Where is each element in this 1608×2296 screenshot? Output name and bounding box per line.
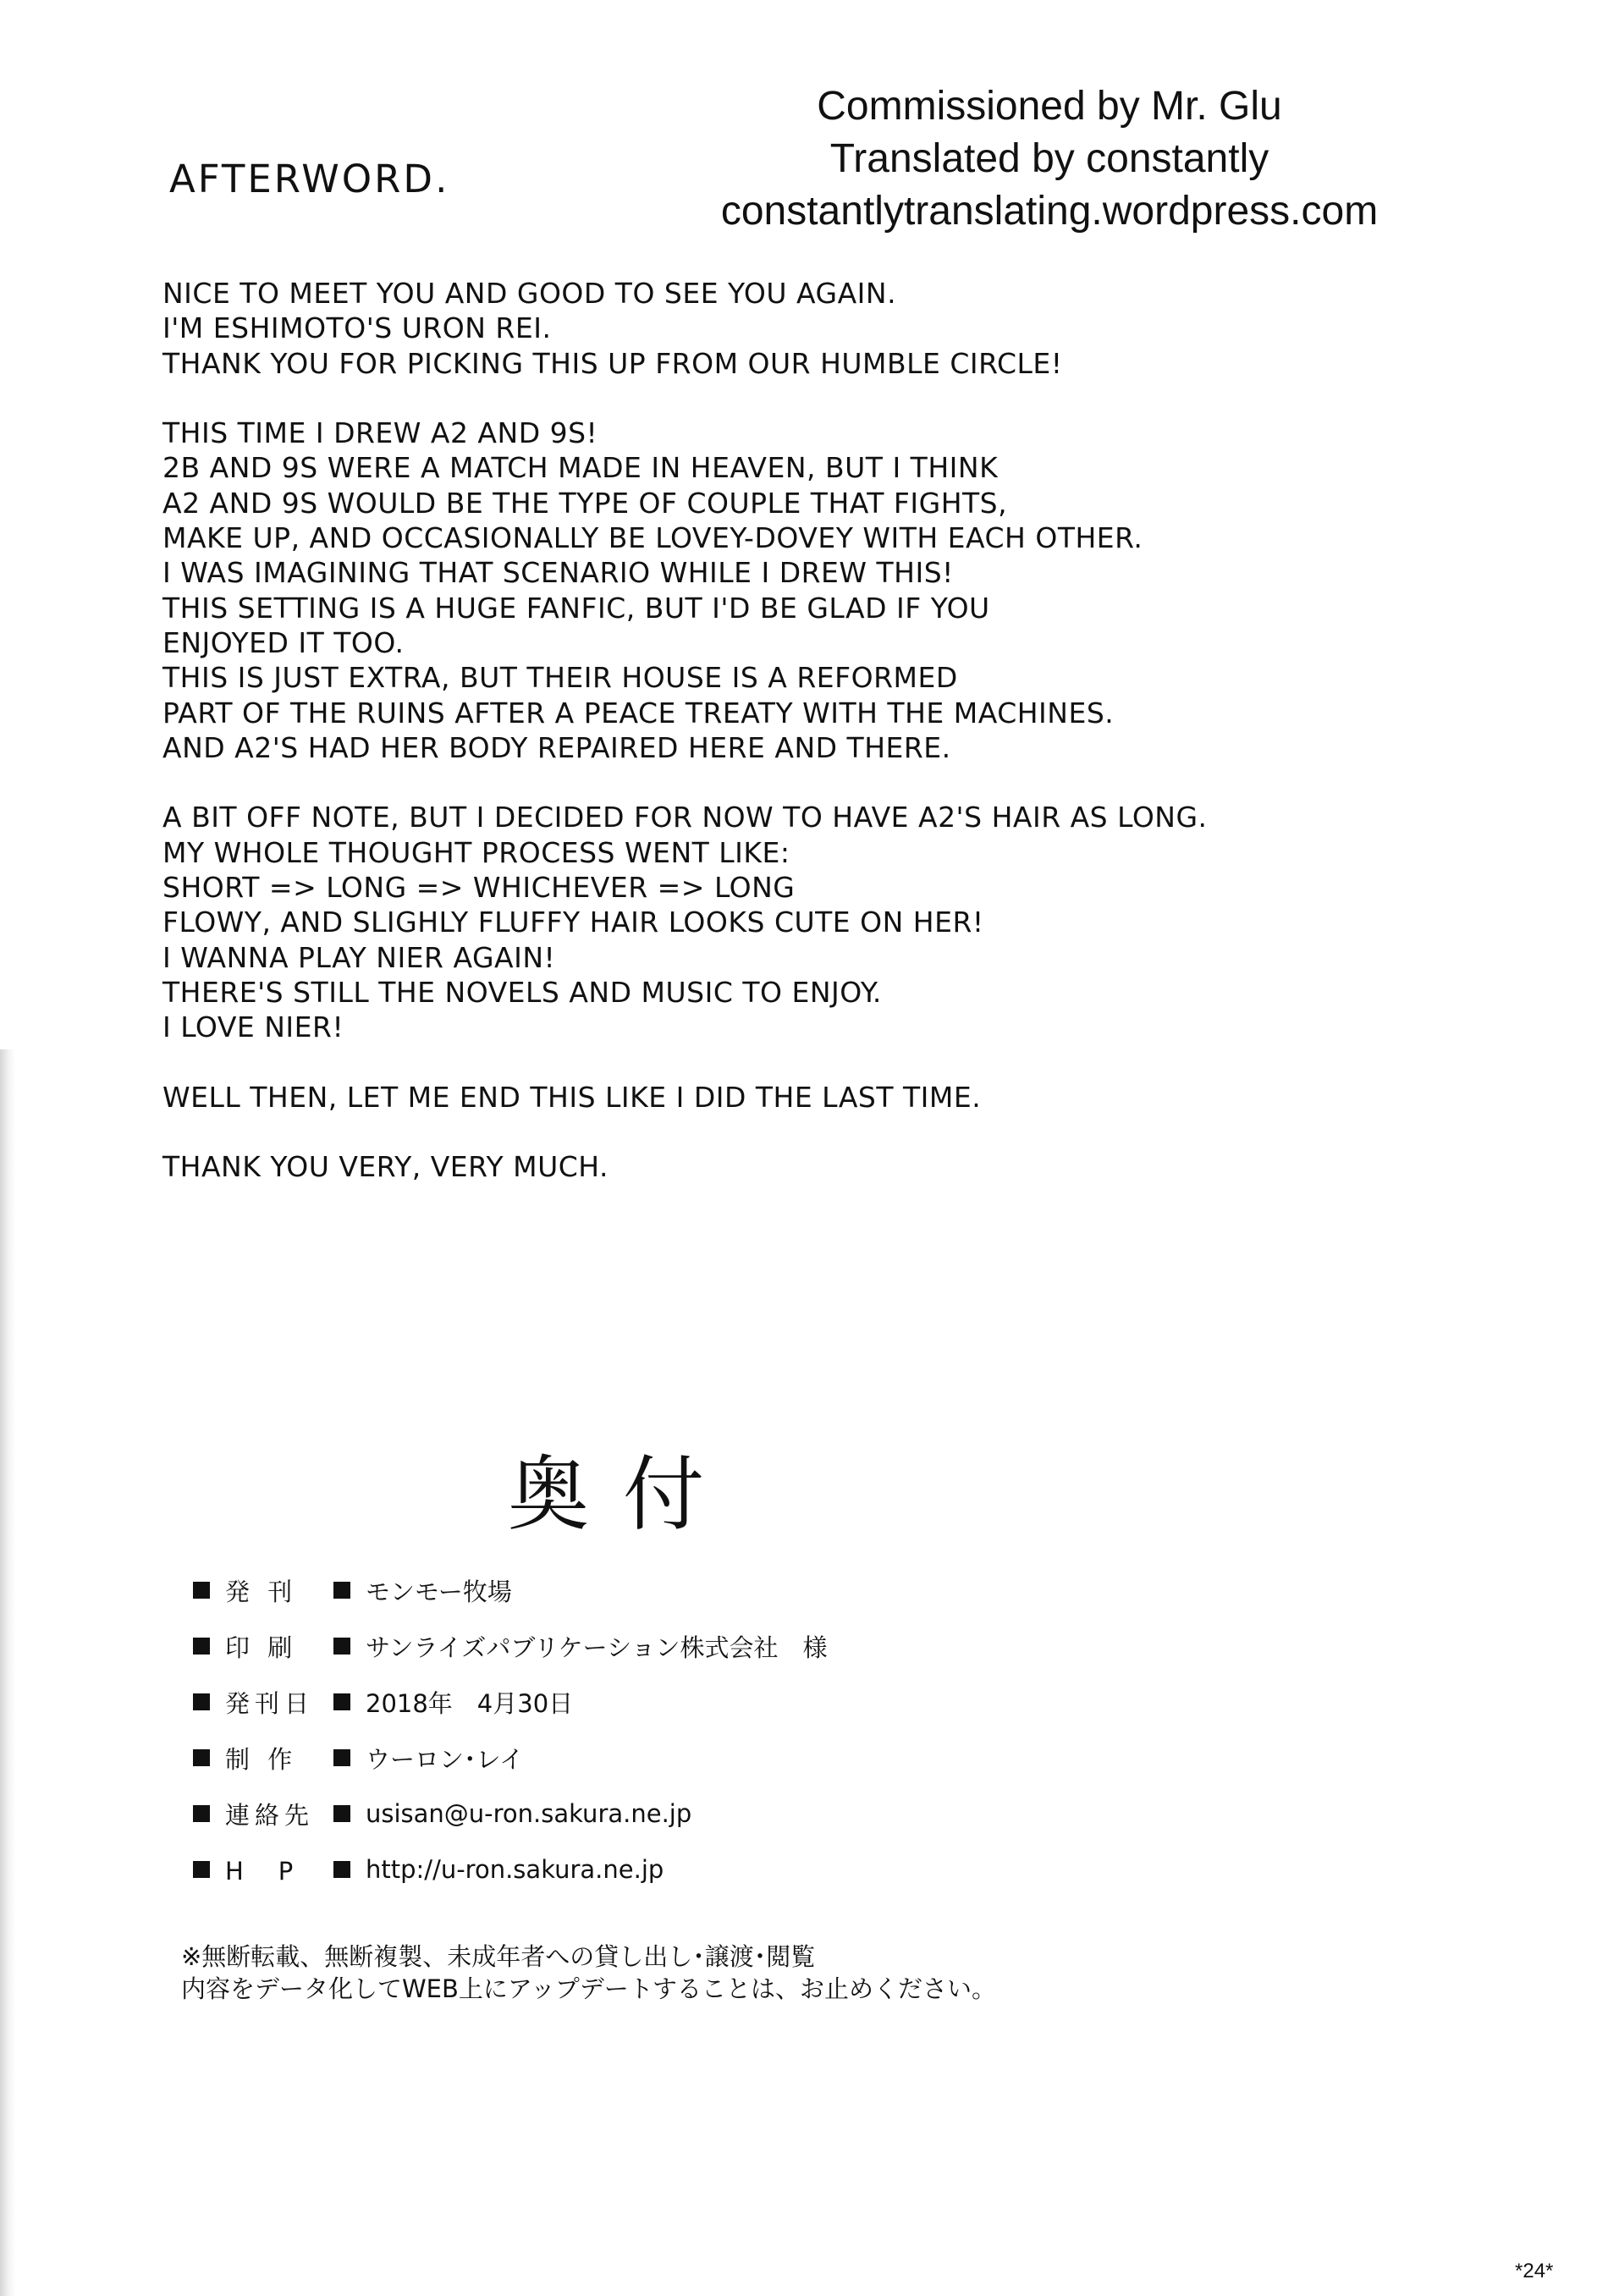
- colophon-title: 奥付: [508, 1447, 738, 1542]
- afterword-line: WELL THEN, LET ME END THIS LIKE I DID THE LAST TIME.: [162, 1080, 982, 1114]
- afterword-paragraph: [162, 416, 1483, 765]
- notice-line: 内容をデータ化してWEB上にアップデートすることは、お止めください。: [181, 1974, 996, 2003]
- scanned-page-edge: [0, 1049, 15, 2296]
- afterword-line: SHORT => LONG => WHICHEVER => LONG: [162, 871, 796, 905]
- afterword-paragraph: [162, 800, 1483, 1044]
- colophon-row-homepage: [193, 1842, 828, 1897]
- afterword-paragraph: [162, 1149, 1483, 1184]
- colophon-value: モンモー牧場: [366, 1577, 512, 1606]
- afterword-line: ENJOYED IT TOO.: [162, 625, 405, 659]
- copyright-notice: [181, 1941, 996, 2005]
- afterword-line: THIS TIME I DREW A2 AND 9S!: [162, 416, 598, 450]
- commissioned-by-line: Commissioned by Mr. Glu: [817, 84, 1282, 129]
- colophon-label: H P: [225, 1856, 299, 1886]
- afterword-line: MAKE UP, AND OCCASIONALLY BE LOVEY-DOVEY WITH EACH OTHER.: [162, 521, 1143, 555]
- afterword-line: NICE TO MEET YOU AND GOOD TO SEE YOU AGAIN.: [162, 277, 897, 310]
- black-square-icon: [193, 1638, 210, 1655]
- black-square-icon: [333, 1638, 350, 1655]
- colophon-value: サンライズパブリケーション株式会社 様: [366, 1633, 828, 1662]
- black-square-icon: [333, 1805, 350, 1822]
- colophon-label: 印 刷: [225, 1633, 298, 1662]
- afterword-paragraph: [162, 276, 1483, 381]
- afterword-line: FLOWY, AND SLIGHLY FLUFFY HAIR LOOKS CUTE ON HER!: [162, 906, 984, 939]
- black-square-icon: [333, 1861, 350, 1878]
- afterword-line: 2B AND 9S WERE A MATCH MADE IN HEAVEN, BUT I THINK: [162, 451, 999, 485]
- black-square-icon: [193, 1861, 210, 1878]
- black-square-icon: [193, 1582, 210, 1599]
- colophon-label: 発刊日: [225, 1688, 315, 1718]
- black-square-icon: [193, 1805, 210, 1822]
- page-number: *24*: [1515, 2260, 1554, 2282]
- afterword-paragraph: [162, 1080, 1483, 1115]
- afterword-line: THANK YOU VERY, VERY MUCH.: [162, 1150, 609, 1184]
- colophon-row-publication-date: [193, 1674, 828, 1730]
- afterword-line: PART OF THE RUINS AFTER A PEACE TREATY WITH THE MACHINES.: [162, 696, 1115, 730]
- colophon-table: [193, 1562, 828, 1897]
- translated-by-line: Translated by constantly: [829, 136, 1269, 181]
- colophon-row-printer: [193, 1618, 828, 1674]
- afterword-line: THIS SETTING IS A HUGE FANFIC, BUT I'D BE GLAD IF YOU: [162, 591, 990, 625]
- colophon-label: 連絡先: [225, 1800, 315, 1830]
- colophon-row-author: [193, 1730, 828, 1786]
- afterword-line: AND A2'S HAD HER BODY REPAIRED HERE AND THERE.: [162, 730, 951, 764]
- translator-website: constantlytranslating.wordpress.com: [720, 189, 1379, 234]
- colophon-row-publisher: [193, 1562, 828, 1618]
- afterword-line: MY WHOLE THOUGHT PROCESS WENT LIKE:: [162, 835, 790, 869]
- black-square-icon: [333, 1582, 350, 1599]
- colophon-value: 2018年 4月30日: [366, 1688, 574, 1718]
- colophon-value: ウーロン･レイ: [366, 1744, 525, 1774]
- afterword-line: A BIT OFF NOTE, BUT I DECIDED FOR NOW TO HAVE A2'S HAIR AS LONG.: [162, 801, 1208, 834]
- colophon-label: 発 刊: [225, 1577, 298, 1606]
- colophon-value: usisan@u-ron.sakura.ne.jp: [366, 1799, 692, 1828]
- translation-credits: [643, 80, 1456, 238]
- colophon-label: 制 作: [225, 1744, 298, 1774]
- afterword-line: I'M ESHIMOTO'S URON REI.: [162, 311, 552, 345]
- colophon-value: http://u-ron.sakura.ne.jp: [366, 1855, 664, 1884]
- black-square-icon: [333, 1749, 350, 1766]
- black-square-icon: [193, 1749, 210, 1766]
- afterword-line: THIS IS JUST EXTRA, BUT THEIR HOUSE IS A REFORMED: [162, 661, 958, 695]
- afterword-line: I WAS IMAGINING THAT SCENARIO WHILE I DREW THIS!: [162, 556, 954, 590]
- afterword-line: THERE'S STILL THE NOVELS AND MUSIC TO ENJOY.: [162, 975, 882, 1009]
- afterword-line: A2 AND 9S WOULD BE THE TYPE OF COUPLE THAT FIGHTS,: [162, 486, 1008, 520]
- black-square-icon: [333, 1693, 350, 1710]
- afterword-heading: AFTERWORD.: [169, 157, 450, 201]
- colophon-row-contact: [193, 1786, 828, 1842]
- afterword-body: [162, 276, 1483, 1220]
- black-square-icon: [193, 1693, 210, 1710]
- afterword-line: I LOVE NIER!: [162, 1010, 344, 1044]
- afterword-line: THANK YOU FOR PICKING THIS UP FROM OUR HUMBLE CIRCLE!: [162, 346, 1063, 380]
- notice-line: ※無断転載、無断複製、未成年者への貸し出し･譲渡･閲覧: [181, 1942, 816, 1971]
- afterword-line: I WANNA PLAY NIER AGAIN!: [162, 940, 556, 974]
